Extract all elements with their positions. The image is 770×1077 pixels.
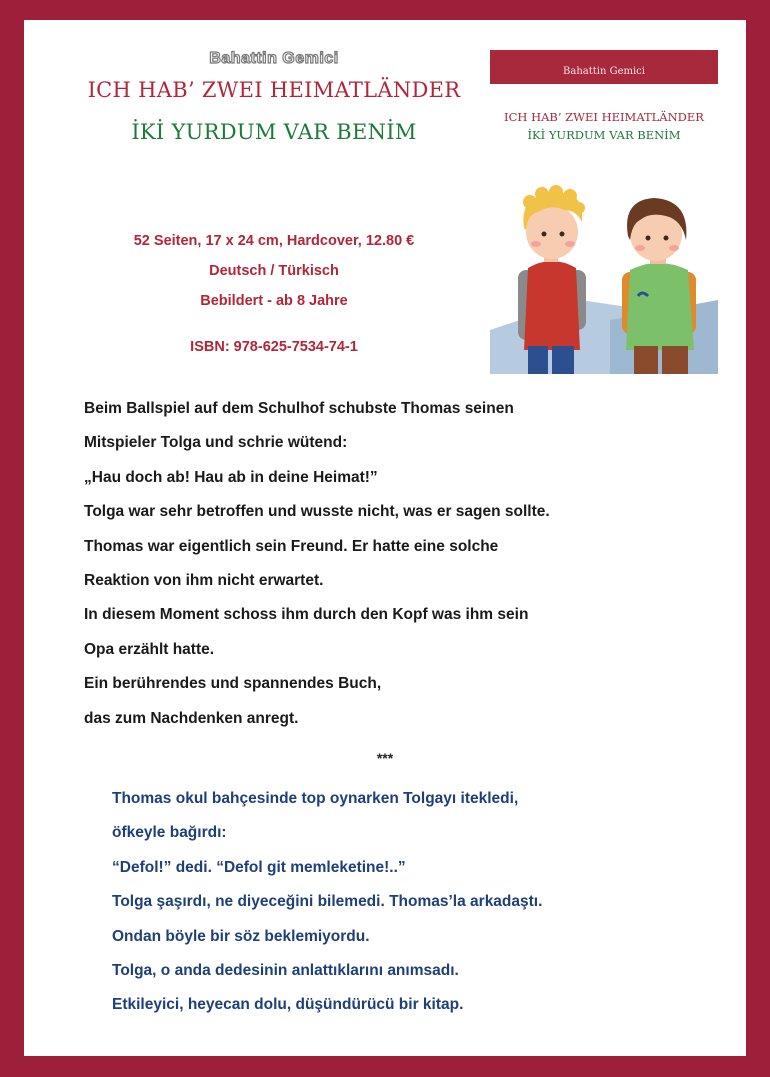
text-line: Ondan böyle bir söz beklemiyordu. [112,927,370,945]
text-line: Ein berührendes und spannendes Buch, [84,675,382,693]
description-turkish [112,782,722,1023]
text-line: öfkeyle bağırdı: [112,824,227,842]
title-turkish: İKİ YURDUM VAR BENİM [131,120,417,144]
spec-isbn: ISBN: 978-625-7534-74-1 [190,339,358,355]
spec-age: Bebildert - ab 8 Jahre [200,293,348,309]
text-line: Beim Ballspiel auf dem Schulhof schubste Thomas seinen [84,400,514,417]
text-line: Tolga, o anda dedesinin anlattıklarını anımsadı. [112,961,459,979]
section-separator: *** [376,750,394,766]
book-cover-image [490,50,718,374]
flyer-page [24,20,746,1056]
text-line: Mitspieler Tolga und schrie wütend: [84,434,348,452]
text-line: Tolga war sehr betroffen und wusste nicht, was er sagen sollte. [84,503,550,521]
cover-title-german: ICH HAB’ ZWEI HEIMATLÄNDER [504,110,704,124]
text-line: „Hau doch ab! Hau ab in deine Heimat!” [84,468,378,486]
two-boys-illustration [490,150,718,374]
text-line: das zum Nachdenken anregt. [84,709,299,727]
title-german: ICH HAB’ ZWEI HEIMATLÄNDER [87,78,461,102]
book-specs [24,226,524,362]
text-line: Tolga şaşırdı, ne diyeceğini bilemedi. Thomas’la arkadaştı. [112,893,543,911]
text-line: In diesem Moment schoss ihm durch den Kopf was ihm sein [84,606,529,624]
text-line: Reaktion von ihm nicht erwartet. [84,571,324,589]
text-line: Opa erzählt hatte. [84,640,215,658]
text-line: Thomas war eigentlich sein Freund. Er hatte eine solche [84,537,499,555]
cover-title-turkish: İKİ YURDUM VAR BENİM [527,128,681,142]
text-line: Etkileyici, heyecan dolu, düşündürücü bir kitap. [112,996,464,1014]
spec-languages: Deutsch / Türkisch [209,263,339,279]
spec-format: 52 Seiten, 17 x 24 cm, Hardcover, 12.80 € [133,233,415,249]
description-german [84,392,704,736]
author-name: Bahattin Gemici [209,50,339,67]
cover-author: Bahattin Gemici [490,50,718,84]
text-line: Thomas okul bahçesinde top oynarken Tolgayı itekledi, [112,790,519,807]
text-line: “Defol!” dedi. “Defol git memleketine!..” [112,858,406,876]
